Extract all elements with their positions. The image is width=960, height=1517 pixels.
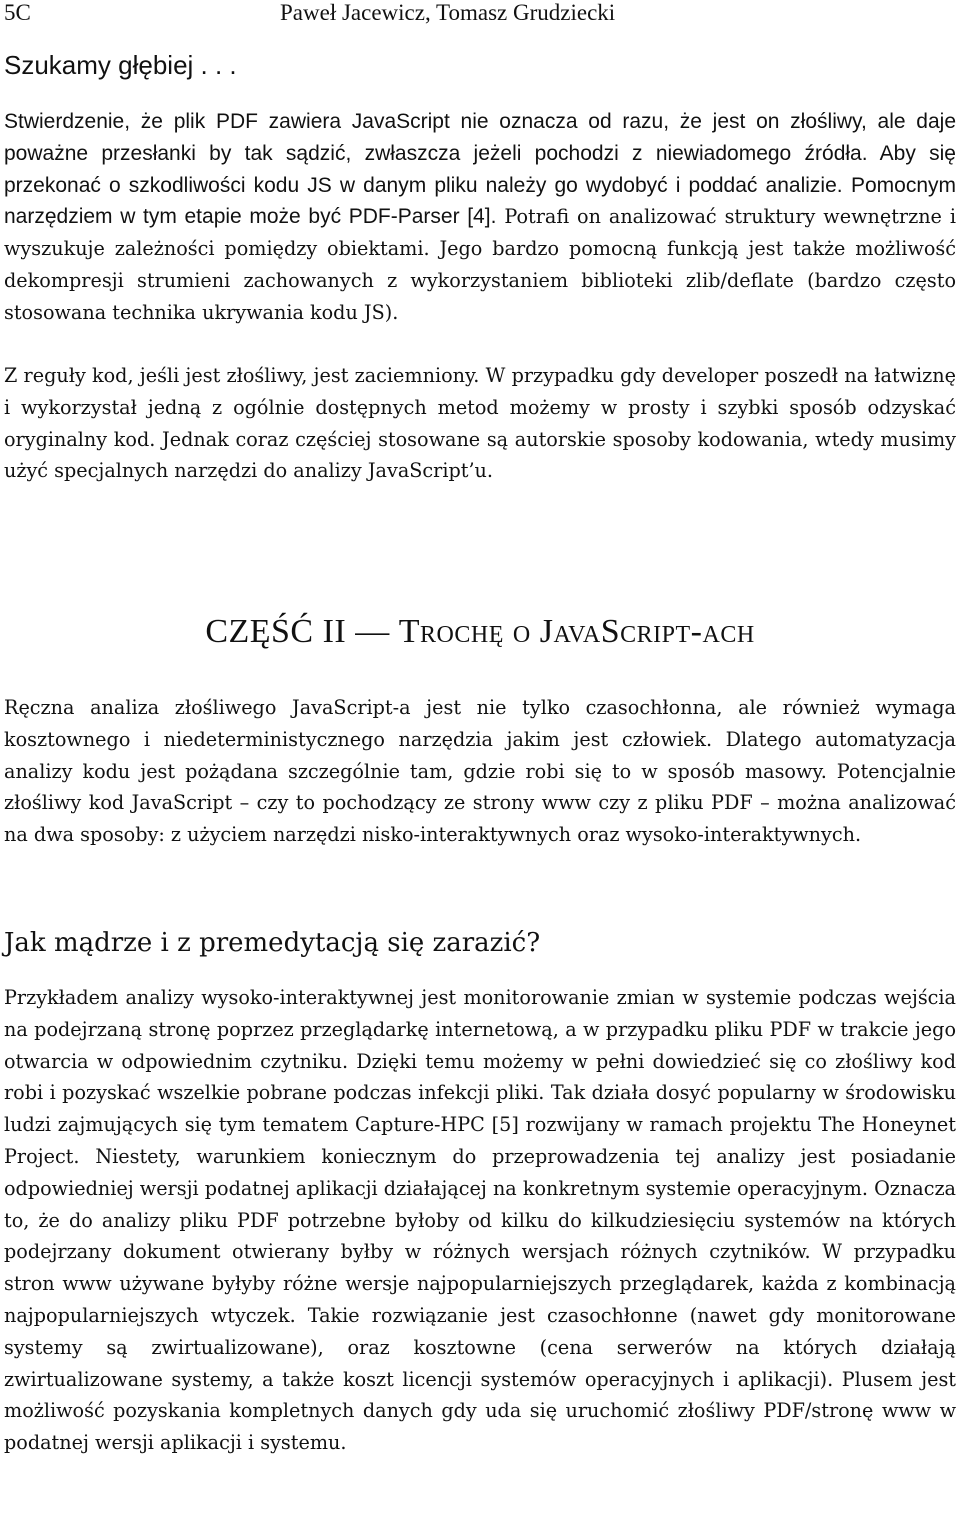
part-heading-prefix: CZĘŚĆ II — — [205, 613, 399, 650]
part-heading — [4, 612, 956, 652]
header-authors: Paweł Jacewicz, Tomasz Grudziecki — [280, 0, 616, 25]
paragraph-part2-intro: Ręczna analiza złośliwego JavaScript-a jest nie tylko czasochłonna, ale również wymaga kosztownego i niedeterministycznego narzędzia jakim jest człowiek. Dlatego automatyzacja analizy kodu jest pożądana szczególnie tam, gdzie robi się to w sposób masowy. Potencjalnie złośliwy kod JavaScript – czy to pochodzący ze strony www czy z pliku PDF – można analizować na dwa sposoby: z użyciem narzędzi nisko-interaktywnych oraz wysoko-interaktywnych. — [4, 696, 956, 847]
paragraph-section2-body: Przykładem analizy wysoko-interaktywnej jest monitorowanie zmian w systemie podczas wejścia na podejrzaną stronę poprzez przeglądarkę internetową, a w przypadku pliku PDF w trakcie jego otwarcia w odpowiednim czytniku. Dzięki temu możemy w pełni dowiedzieć się co złośliwy kod robi i pozyskać wszelkie pobrane podczas infekcji pliki. Tak działa dosyć popularny w środowisku ludzi zajmujących się tym tematem Capture-HPC [5] rozwijany w ramach projektu The Honeynet Project. Niestety, warunkiem koniecznym do przeprowadzenia tej analizy jest posiadanie odpowiedniej wersji podatnej aplikacji działającej na konkretnym systemie operacyjnym. Oznacza to, że do analizy pliku PDF potrzebne byłoby od kilku do kilkudziesięciu systemów na których podejrzany dokument otwierany byłby w różnych wersjach różnych czytników. W przypadku stron www używane byłyby różne wersje najpopularniejszych przeglądarek, każda z kombinacją najpopularniejszych wtyczek. Takie rozwiązanie jest czasochłonne (nawet gdy monitorowane systemy są zwirtualizowane), oraz kosztowne (cena serwerów na których działają zwirtualizowane systemy, a także koszt licencji systemów operacyjnych i aplikacji). Plusem jest możliwość pozyskania kompletnych danych gdy uda się uruchomić złośliwy PDF/stronę www w podatnej wersji aplikacji i systemu. — [4, 986, 956, 1455]
paragraph-text: Stwierdzenie, że plik PDF zawiera JavaScript nie oznacza od razu, że jest on złośliwy, ale daje poważne przesłanki by tak sądzić, zwłaszcza jeżeli pochodzi z niewiadomego źródła. Aby się przekonać o szkodliwości kodu JS w danym pliku należy go wydobyć i poddać analizie. — [4, 110, 956, 197]
page-number: 5C — [4, 0, 31, 25]
paragraph-text: Potrafi on analizować struktury wewnętrzne i wyszukuje zależności pomiędzy obiektami. Jego bardzo pomocną funkcją jest także możliwość dekompresji strumieni zachowanych z wykorzystaniem biblioteki zlib/deflate (bardzo często stosowana technika ukrywania kodu JS). — [4, 205, 956, 324]
paragraph-section1-intro — [4, 106, 956, 329]
paragraph-section1-obfuscation: Z reguły kod, jeśli jest złośliwy, jest zaciemniony. W przypadku gdy developer poszedł na łatwiznę i wykorzystał jedną z ogólnie dostępnych metod możemy w prosty i szybki sposób odzyskać oryginalny kod. Jednak coraz częściej stosowane są autorskie sposoby kodowania, wtedy musimy użyć specjalnych narzędzi do analizy JavaScript’u. — [4, 364, 956, 483]
part-heading-title: Trochę o JavaScript-ach — [398, 613, 755, 650]
section-title-szukamy: Szukamy głębiej . . . — [4, 50, 237, 80]
running-header — [4, 0, 956, 28]
section-title-jak-madrze: Jak mądrze i z premedytacją się zarazić? — [4, 928, 541, 958]
paragraph-text: Pomocnym narzędziem w tym etapie może być PDF-Parser [4]. — [4, 173, 956, 229]
